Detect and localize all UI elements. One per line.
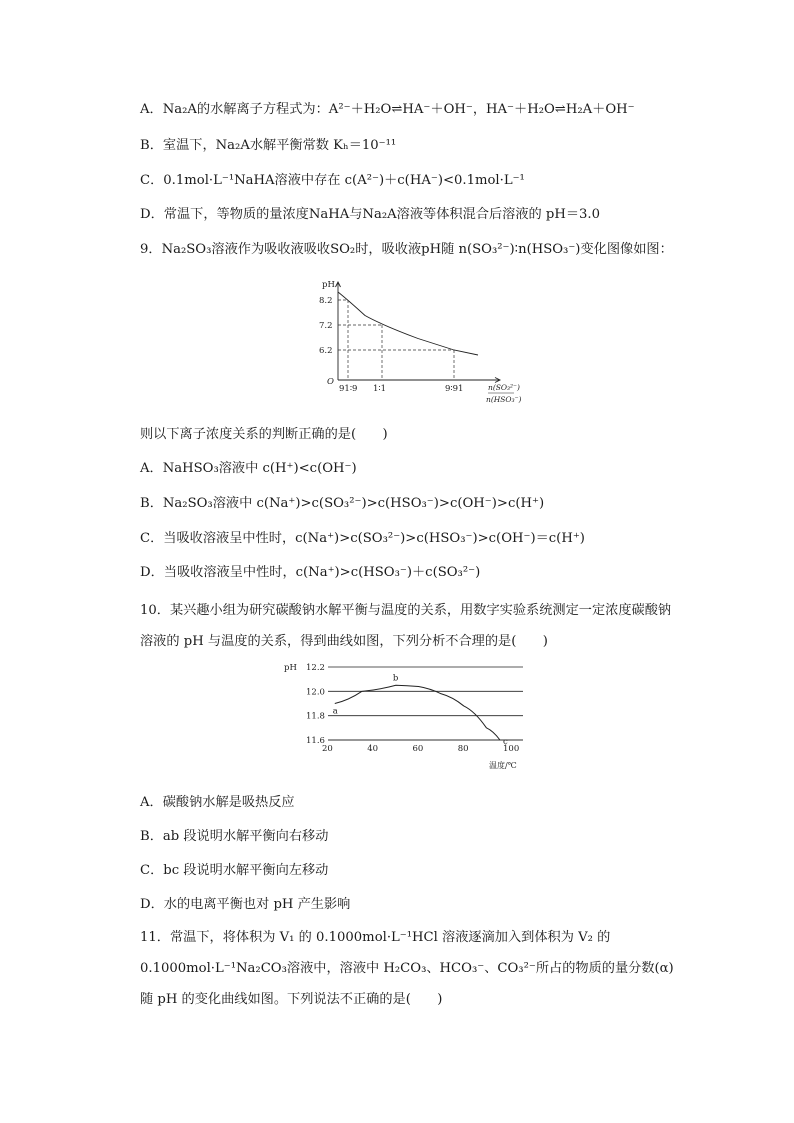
y-tick-label: 8.2 [319,296,333,306]
ph-temperature-curve [332,685,500,740]
x-axis-label: 温度/℃ [489,761,517,770]
x-tick-label: 9∶91 [445,384,464,394]
q9-option-a: A．NaHSO₃溶液中 c(H⁺)<c(OH⁻) [140,461,357,476]
x-tick-label: 40 [367,744,379,754]
x-tick-label: 1∶1 [373,384,387,394]
temp-chart-layer [284,663,523,770]
so3-ph-chart [310,272,522,412]
q9-option-b: B．Na₂SO₃溶液中 c(Na⁺)>c(SO₃²⁻)>c(HSO₃⁻)>c(OH⁻)>c(H⁺) [140,496,545,511]
y-axis-label: pH [322,280,335,290]
x-axis-label-numerator: n(SO₃²⁻) [488,383,520,392]
origin-label: O [327,377,334,387]
point-label-c: c [502,737,508,747]
x-tick-label: 60 [412,744,424,754]
q10-option-c: C．bc 段说明水解平衡向左移动 [140,863,329,878]
temperature-ph-chart [280,656,530,774]
q8-option-d: D．常温下，等物质的量浓度NaHA与Na₂A溶液等体积混合后溶液的 pH＝3.0 [140,207,601,222]
x-tick-label: 80 [457,744,469,754]
y-tick-label: 7.2 [319,321,333,331]
q9-prompt: 则以下离子浓度关系的判断正确的是( ) [140,427,388,442]
q10-option-a: A．碳酸钠水解是吸热反应 [140,795,295,810]
x-tick-label: 20 [322,744,333,754]
q9-option-d: D．当吸收溶液呈中性时，c(Na⁺)>c(HSO₃⁻)＋c(SO₃²⁻) [140,565,481,580]
y-tick-label: 11.6 [306,736,325,746]
q10-option-d: D．水的电离平衡也对 pH 产生影响 [140,897,351,912]
y-tick-label: 12.0 [306,687,325,698]
x-axis-label-denominator: n(HSO₃⁻) [486,395,522,404]
x-tick-label: 100 [503,744,520,754]
q8-option-a: A．Na₂A的水解离子方程式为：A²⁻＋H₂O⇌HA⁻＋OH⁻，HA⁻＋H₂O⇌H₂A＋OH⁻ [140,102,635,117]
q10-option-b: B．ab 段说明水解平衡向右移动 [140,829,329,844]
y-tick-label: 11.8 [306,711,325,722]
q11-stem: 11．常温下，将体积为 V₁ 的 0.1000mol·L⁻¹HCl 溶液逐滴加入到体积为 V₂ 的 0.1000mol·L⁻¹Na₂CO₃溶液中，溶液中 H₂CO₃、HCO₃⁻、CO₃²⁻所占的物质的量分数(α)随 pH 的变化曲线如图。下列说法不正确的是( ) [140,930,674,1007]
q9-option-c: C．当吸收溶液呈中性时，c(Na⁺)>c(SO₃²⁻)>c(HSO₃⁻)>c(OH⁻)＝c(H⁺) [140,531,585,546]
point-label-b: b [392,673,399,684]
so3-chart-layer [319,280,522,404]
x-tick-label: 91∶9 [339,384,358,394]
q10-stem: 10．某兴趣小组为研究碳酸钠水解平衡与温度的关系，用数字实验系统测定一定浓度碳酸钠溶液的 pH 与温度的关系，得到曲线如图，下列分析不合理的是( ) [140,603,672,649]
q9-stem: 9．Na₂SO₃溶液作为吸收液吸收SO₂时，吸收液pH随 n(SO₃²⁻)∶n(HSO₃⁻)变化图像如图： [140,242,673,257]
point-label-a: a [332,706,338,717]
q8-option-b: B．室温下，Na₂A水解平衡常数 Kₕ＝10⁻¹¹ [140,138,397,153]
ph-curve [338,292,478,355]
y-tick-label: 6.2 [319,346,333,356]
y-tick-label: 12.2 [306,663,325,673]
q8-option-c: C．0.1mol·L⁻¹NaHA溶液中存在 c(A²⁻)＋c(HA⁻)<0.1mol·L⁻¹ [140,173,525,188]
y-axis-label: pH [284,663,297,673]
